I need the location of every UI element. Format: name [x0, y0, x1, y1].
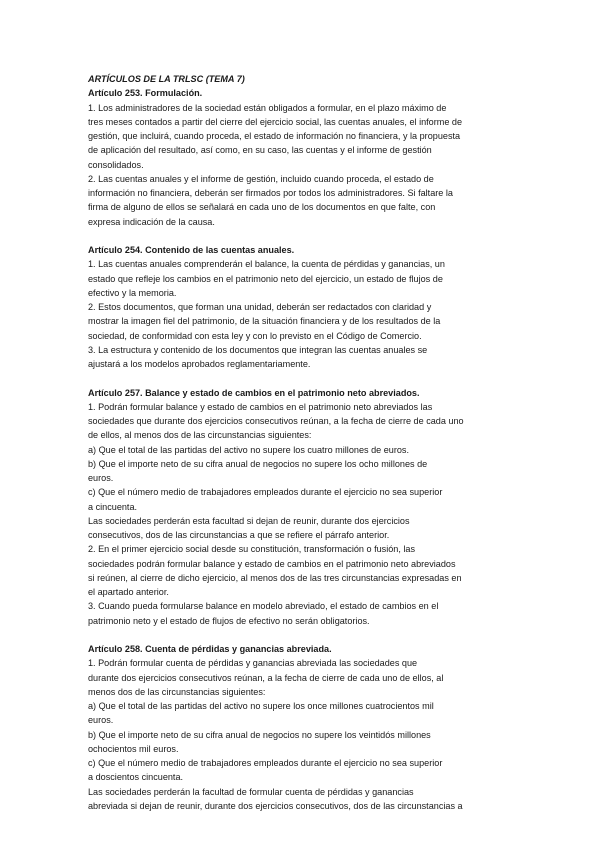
- article-text-line: 1. Podrán formular cuenta de pérdidas y ganancias abreviada las sociedades que: [88, 658, 418, 669]
- article-text-line: sociedad, de conformidad con esta ley y con lo previsto en el Código de Comercio.: [88, 330, 422, 341]
- document-body: [88, 72, 488, 813]
- article-text-line: abreviada si dejan de reunir, durante dos ejercicios consecutivos, dos de las circunstancias a: [88, 800, 463, 811]
- article-text-line: consecutivos, dos de las circunstancias a que se refiere el párrafo anterior.: [88, 530, 390, 540]
- article-text-line: durante dos ejercicios consecutivos reúnan, a la fecha de cierre de cada uno de ellos, al: [88, 672, 444, 683]
- article-text-line: de aplicación del resultado, así como, en su caso, las cuentas y el informe de gestión: [88, 145, 432, 156]
- article-heading: Artículo 257. Balance y estado de cambios en el patrimonio neto abreviados.: [88, 387, 420, 398]
- article-text-line: consolidados.: [88, 159, 144, 170]
- article-text-line: efectivo y la memoria.: [88, 287, 177, 298]
- article-text-line: 2. En el primer ejercicio social desde su constitución, transformación o fusión, las: [88, 544, 416, 555]
- paragraph-gap: [88, 229, 488, 243]
- article-text-line: estado que refleje los cambios en el patrimonio neto del ejercicio, un estado de flujos de: [88, 273, 443, 284]
- article-text-line: mostrar la imagen fiel del patrimonio, de la situación financiera y de los resultados de la: [88, 316, 441, 327]
- article-text-line: sociedades podrán formular balance y estado de cambios en el patrimonio neto abreviados: [88, 558, 456, 569]
- article-text-line: Las sociedades perderán la facultad de formular cuenta de pérdidas y ganancias: [88, 786, 414, 797]
- article-text-line: si reúnen, al cierre de dicho ejercicio, al menos dos de las tres circunstancias expresadas en: [88, 572, 462, 583]
- article-text-line: c) Que el número medio de trabajadores empleados durante el ejercicio no sea superior: [88, 487, 443, 498]
- article-text-line: 2. Las cuentas anuales y el informe de gestión, incluido cuando proceda, el estado de: [88, 173, 434, 184]
- article-text-line: ajustará a los modelos aprobados reglamentariamente.: [88, 359, 311, 369]
- article-text-line: c) Que el número medio de trabajadores empleados durante el ejercicio no sea superior: [88, 758, 443, 768]
- article-text-line: gestión, que incluirá, cuando proceda, el estado de información no financiera, y la propuesta: [88, 131, 461, 141]
- article-text-line: información no financiera, deberán ser firmados por todos los administradores. Si faltare la: [88, 188, 453, 198]
- article-text-line: 1. Los administradores de la sociedad están obligados a formular, en el plazo máximo de: [88, 102, 447, 113]
- article-text-line: ochocientos mil euros.: [88, 743, 179, 754]
- article-text-line: sociedades que durante dos ejercicios consecutivos reúnan, a la fecha de cierre de cada uno: [88, 416, 464, 426]
- article-heading: Artículo 254. Contenido de las cuentas anuales.: [88, 245, 295, 255]
- article-text-line: Las sociedades perderán esta facultad si dejan de reunir, durante dos ejercicios: [88, 515, 410, 526]
- article-text-line: 1. Podrán formular balance y estado de cambios en el patrimonio neto abreviados las: [88, 401, 433, 412]
- paragraph-gap: [88, 628, 488, 642]
- article-text-line: de ellos, al menos dos de las circunstancias siguientes:: [88, 430, 312, 441]
- article-text-line: expresa indicación de la causa.: [88, 216, 215, 227]
- article-text-line: a doscientos cincuenta.: [88, 772, 184, 783]
- article-text-line: 2. Estos documentos, que forman una unidad, deberán ser redactados con claridad y: [88, 302, 432, 312]
- article-text-line: patrimonio neto y el estado de flujos de efectivo no serán obligatorios.: [88, 615, 370, 626]
- article-text-line: 3. Cuando pueda formularse balance en modelo abreviado, el estado de cambios en el: [88, 601, 439, 612]
- article-text-line: menos dos de las circunstancias siguientes:: [88, 686, 266, 697]
- paragraph-gap: [88, 371, 488, 385]
- article-text-line: euros.: [88, 473, 114, 483]
- article-heading: Artículo 258. Cuenta de pérdidas y ganancias abreviada.: [88, 644, 332, 654]
- article-text-line: tres meses contados a partir del cierre del ejercicio social, las cuentas anuales, el informe de: [88, 116, 463, 127]
- article-heading: Artículo 253. Formulación.: [88, 88, 203, 99]
- article-text-line: 3. La estructura y contenido de los documentos que integran las cuentas anuales se: [88, 344, 428, 355]
- article-text-line: 1. Las cuentas anuales comprenderán el balance, la cuenta de pérdidas y ganancias, un: [88, 259, 445, 270]
- article-text-line: a) Que el total de las partidas del activo no supere los once millones cuatrocientos mil: [88, 701, 434, 711]
- article-text-line: a cincuenta.: [88, 501, 138, 512]
- article-text-line: a) Que el total de las partidas del activo no supere los cuatro millones de euros.: [88, 444, 409, 455]
- article-text-line: b) Que el importe neto de su cifra anual de negocios no supere los veintidós millones: [88, 729, 431, 740]
- article-text-line: el apartado anterior.: [88, 587, 169, 597]
- article-text-line: firma de alguno de ellos se señalará en cada uno de los documentos en que falte, con: [88, 202, 436, 213]
- article-text-line: euros.: [88, 715, 114, 726]
- document-title: ARTÍCULOS DE LA TRLSC (TEMA 7): [88, 74, 245, 84]
- article-text-line: b) Que el importe neto de su cifra anual de negocios no supere los ocho millones de: [88, 458, 428, 469]
